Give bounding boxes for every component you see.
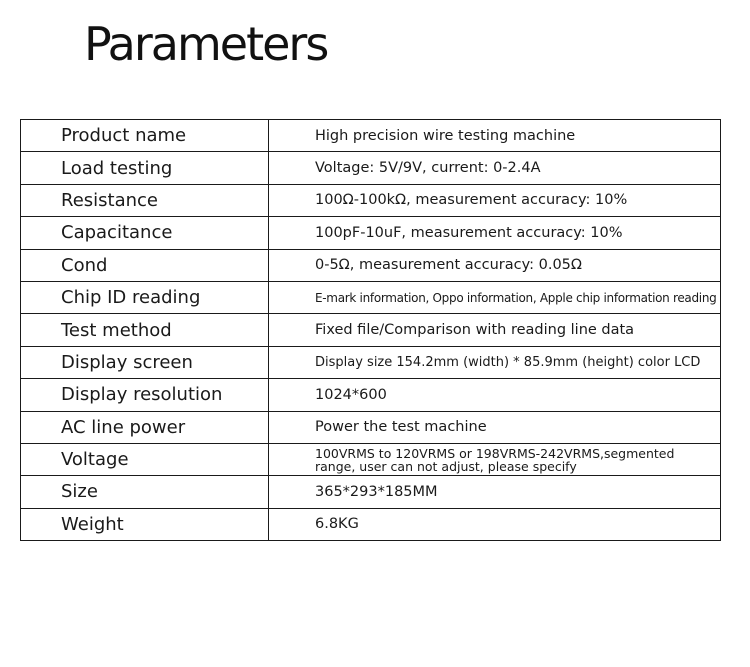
parameter-value: 100VRMS to 120VRMS or 198VRMS-242VRMS,segmented range, user can not adjust, please specify bbox=[269, 443, 721, 475]
parameter-value: 6.8KG bbox=[269, 508, 721, 540]
table-row bbox=[21, 314, 721, 346]
parameter-value: Power the test machine bbox=[269, 411, 721, 443]
table-row bbox=[21, 217, 721, 249]
parameter-name: Display resolution bbox=[21, 379, 269, 411]
parameter-name: Resistance bbox=[21, 184, 269, 216]
parameter-name: AC line power bbox=[21, 411, 269, 443]
parameter-value: High precision wire testing machine bbox=[269, 120, 721, 152]
parameter-value: Display size 154.2mm (width) * 85.9mm (height) color LCD bbox=[269, 346, 721, 378]
parameter-value: 100pF-10uF, measurement accuracy: 10% bbox=[269, 217, 721, 249]
parameter-value: 365*293*185MM bbox=[269, 476, 721, 508]
table-row bbox=[21, 379, 721, 411]
parameter-name: Test method bbox=[21, 314, 269, 346]
parameter-name: Load testing bbox=[21, 152, 269, 184]
table-row bbox=[21, 152, 721, 184]
parameter-value: 1024*600 bbox=[269, 379, 721, 411]
parameter-value: Fixed file/Comparison with reading line data bbox=[269, 314, 721, 346]
parameter-value: Voltage: 5V/9V, current: 0-2.4A bbox=[269, 152, 721, 184]
parameter-name: Cond bbox=[21, 249, 269, 281]
table-row bbox=[21, 249, 721, 281]
parameter-name: Voltage bbox=[21, 443, 269, 475]
parameter-name: Weight bbox=[21, 508, 269, 540]
parameter-name: Display screen bbox=[21, 346, 269, 378]
table-row bbox=[21, 346, 721, 378]
table-row bbox=[21, 281, 721, 313]
parameter-value: 0-5Ω, measurement accuracy: 0.05Ω bbox=[269, 249, 721, 281]
table-row bbox=[21, 508, 721, 540]
parameters-table bbox=[20, 119, 721, 541]
table-row bbox=[21, 476, 721, 508]
table-row bbox=[21, 443, 721, 475]
parameter-name: Product name bbox=[21, 120, 269, 152]
parameter-value: E-mark information, Oppo information, Apple chip information reading bbox=[269, 281, 721, 313]
table-row bbox=[21, 184, 721, 216]
parameter-name: Capacitance bbox=[21, 217, 269, 249]
parameter-name: Chip ID reading bbox=[21, 281, 269, 313]
parameter-value: 100Ω-100kΩ, measurement accuracy: 10% bbox=[269, 184, 721, 216]
table-row bbox=[21, 120, 721, 152]
page-title: Parameters bbox=[84, 17, 328, 71]
parameter-name: Size bbox=[21, 476, 269, 508]
table-row bbox=[21, 411, 721, 443]
